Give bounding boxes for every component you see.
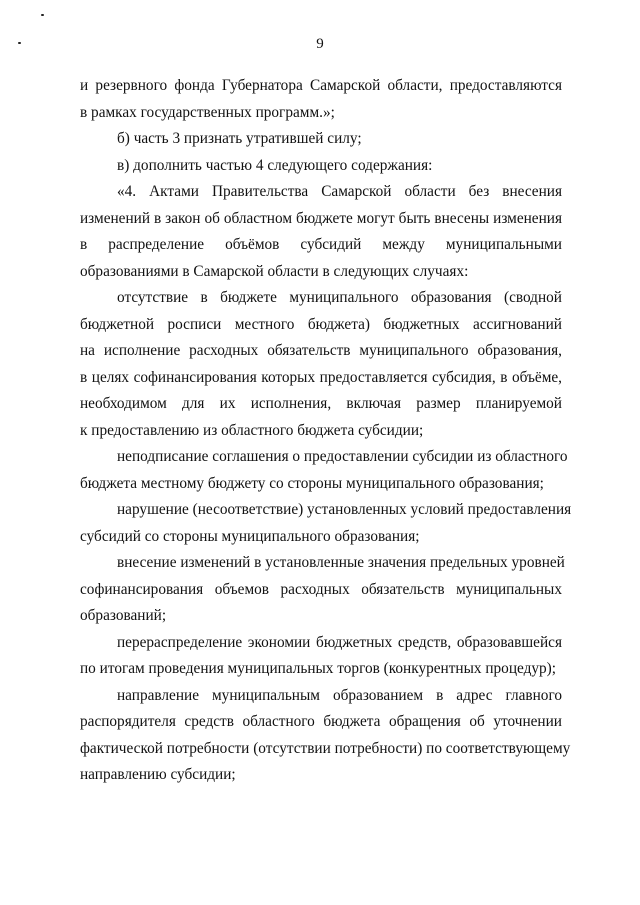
text-line: субсидий со стороны муниципального образования; bbox=[80, 527, 420, 545]
paragraph bbox=[80, 73, 562, 126]
paragraph bbox=[80, 153, 562, 180]
page-number: 9 bbox=[316, 36, 324, 52]
text-line: фактической потребности (отсутствии потребности) по соответствующему bbox=[80, 739, 571, 757]
text-line: перераспределение экономии бюджетных средств, образовавшейся bbox=[117, 633, 562, 651]
text-line: направление муниципальным образованием в адрес главного bbox=[117, 686, 562, 704]
text-line: «4. Актами Правительства Самарской области без внесения bbox=[117, 183, 562, 200]
paragraph bbox=[80, 683, 571, 789]
text-line: б) часть 3 признать утратившей силу; bbox=[117, 130, 362, 147]
text-line: бюджета местному бюджету со стороны муниципального образования; bbox=[80, 474, 544, 492]
text-line: бюджетной росписи местного бюджета) бюджетных ассигнований bbox=[80, 315, 562, 333]
paragraph bbox=[80, 126, 562, 153]
paragraph bbox=[80, 497, 572, 550]
text-line: в рамках государственных программ.»; bbox=[80, 103, 335, 121]
text-line: внесение изменений в установленные значения предельных уровней bbox=[117, 554, 565, 571]
paragraph bbox=[80, 630, 562, 683]
text-line: неподписание соглашения о предоставлении субсидии из областного bbox=[117, 448, 568, 465]
text-line: образованиями в Самарской области в следующих случаях: bbox=[80, 262, 469, 280]
text-line: в) дополнить частью 4 следующего содержания: bbox=[117, 156, 433, 174]
text-line: на исполнение расходных обязательств муниципального образования, bbox=[80, 342, 562, 359]
text-line: и резервного фонда Губернатора Самарской области, предоставляются bbox=[80, 77, 562, 94]
text-line: к предоставлению из областного бюджета субсидии; bbox=[80, 421, 424, 439]
text-line: изменений в закон об областном бюджете могут быть внесены изменения bbox=[80, 209, 562, 227]
text-line: отсутствие в бюджете муниципального образования (сводной bbox=[117, 289, 562, 306]
text-line: образований; bbox=[80, 607, 167, 624]
text-line: нарушение (несоответствие) установленных условий предоставления bbox=[117, 501, 572, 518]
paragraph bbox=[80, 285, 562, 444]
paragraph bbox=[80, 444, 568, 497]
paragraph bbox=[80, 550, 565, 630]
text-line: направлению субсидии; bbox=[80, 766, 236, 783]
paragraph bbox=[80, 179, 562, 285]
text-line: софинансирования объемов расходных обязательств муниципальных bbox=[80, 580, 562, 598]
text-line: по итогам проведения муниципальных торгов (конкурентных процедур); bbox=[80, 660, 557, 677]
text-line: распорядителя средств областного бюджета обращения об уточнении bbox=[80, 713, 562, 730]
document-body bbox=[80, 73, 572, 789]
text-line: в распределение объёмов субсидий между муниципальными bbox=[80, 236, 562, 253]
text-line: необходимом для их исполнения, включая размер планируемой bbox=[80, 395, 562, 412]
text-line: в целях софинансирования которых предоставляется субсидия, в объёме, bbox=[80, 368, 562, 386]
scan-speck bbox=[41, 14, 44, 16]
